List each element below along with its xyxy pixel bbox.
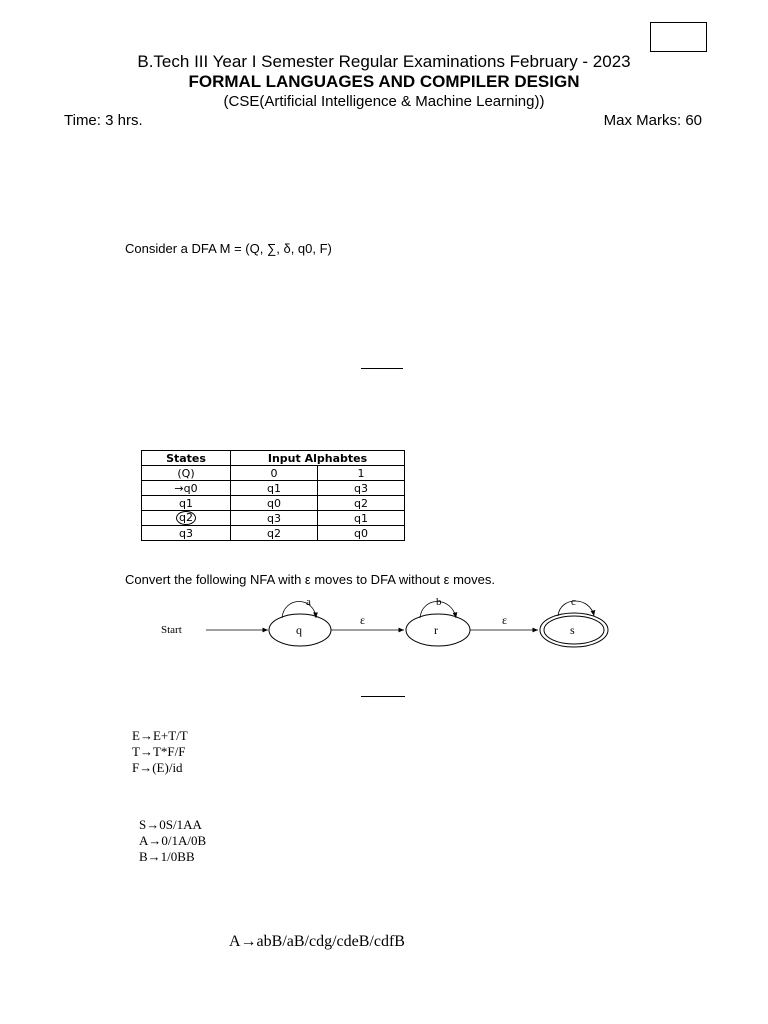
inputs-header: Input Alphabtes xyxy=(231,451,405,466)
state-r xyxy=(406,614,470,646)
loop-r-label: b xyxy=(436,596,442,608)
grammar-2 xyxy=(139,817,206,865)
transition-cell: q0 xyxy=(231,496,318,511)
state-cell: q1 xyxy=(142,496,231,511)
state-cell: →q0 xyxy=(142,481,231,496)
dfa-transition-table xyxy=(141,450,405,541)
loop-s-label: c xyxy=(571,596,576,608)
start-arrow-icon: → xyxy=(174,481,184,495)
production: F→(E)/id xyxy=(132,760,183,775)
state-cell: q3 xyxy=(142,526,231,541)
transition-cell: q3 xyxy=(318,481,405,496)
loop-q-label: a xyxy=(306,596,311,608)
transition-cell: q0 xyxy=(318,526,405,541)
branch-title: (CSE(Artificial Intelligence & Machine Learning)) xyxy=(223,93,545,110)
input-0-header: 0 xyxy=(231,466,318,481)
table-row xyxy=(142,496,405,511)
production: A→0/1A/0B xyxy=(139,833,207,848)
exam-title: B.Tech III Year I Semester Regular Examinations February - 2023 xyxy=(137,52,631,71)
transition-cell: q2 xyxy=(231,526,318,541)
question2-text: Convert the following NFA with ε moves to DFA without ε moves. xyxy=(125,572,495,587)
input-1-header: 1 xyxy=(318,466,405,481)
subject-title: FORMAL LANGUAGES AND COMPILER DESIGN xyxy=(188,72,580,91)
table-row xyxy=(142,511,405,526)
table-row xyxy=(142,481,405,496)
transition-cell: q3 xyxy=(231,511,318,526)
question1-text: Consider a DFA M = (Q, ∑, δ, q0, F) xyxy=(125,241,332,256)
state-s-label: s xyxy=(570,623,575,637)
final-state-marker: q2 xyxy=(176,511,196,525)
nfa-diagram xyxy=(150,594,620,664)
transition-cell: q1 xyxy=(318,511,405,526)
states-header: States xyxy=(142,451,231,466)
state-r-label: r xyxy=(434,623,438,637)
time-label: Time: 3 hrs. xyxy=(64,112,143,129)
grammar-1 xyxy=(132,728,188,776)
production: E→E+T/T xyxy=(132,728,188,743)
or-divider-2 xyxy=(361,696,405,697)
state-q-label: q xyxy=(296,623,302,637)
table-row xyxy=(142,526,405,541)
grammar-3: A→abB/aB/cdg/cdeB/cdfB xyxy=(229,933,405,950)
production: T→T*F/F xyxy=(132,744,186,759)
max-marks-label: Max Marks: 60 xyxy=(603,112,702,129)
transition-q-r-label: ε xyxy=(360,613,366,627)
or-divider-1 xyxy=(361,368,403,369)
state-cell xyxy=(142,511,231,526)
transition-cell: q1 xyxy=(231,481,318,496)
states-subheader: (Q) xyxy=(142,466,231,481)
production: S→0S/1AA xyxy=(139,817,202,832)
transition-cell: q2 xyxy=(318,496,405,511)
start-label: Start xyxy=(161,624,182,636)
production: B→1/0BB xyxy=(139,849,195,864)
transition-r-s-label: ε xyxy=(502,613,508,627)
roll-number-box xyxy=(650,22,707,52)
